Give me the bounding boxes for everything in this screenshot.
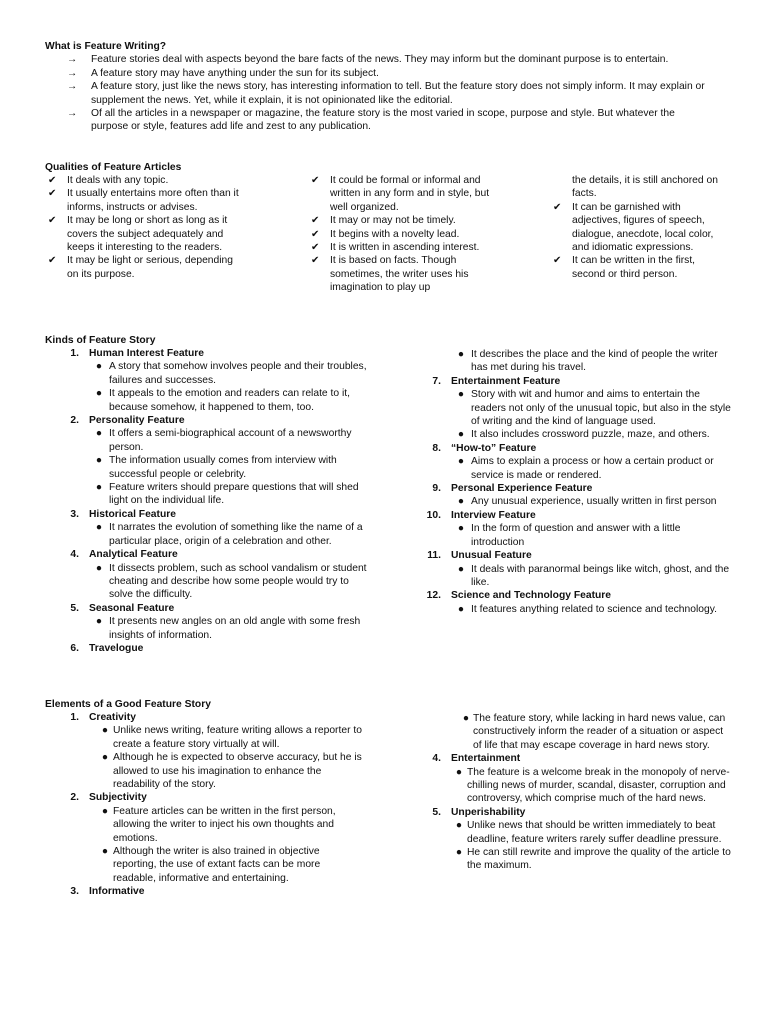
- checklist-item: [308, 228, 490, 241]
- item-number: 3.: [70, 886, 79, 898]
- item-number: 9.: [432, 483, 441, 495]
- numbered-item: [45, 602, 375, 615]
- bullet-text: Unlike news writing, feature writing allows a reporter to create a feature story virtually at will.: [113, 725, 362, 750]
- bullet-item: [407, 846, 732, 873]
- item-title: Travelogue: [89, 642, 144, 654]
- bullet-text: It appeals to the emotion and readers can relate to it, because somehow, it happened to them, too.: [109, 388, 350, 413]
- item-text: It may be light or serious, depending on its purpose.: [67, 255, 233, 280]
- item-title: Seasonal Feature: [89, 602, 175, 614]
- checkmark-icon: ✔: [48, 175, 57, 186]
- bullet-text: It dissects problem, such as school vandalism or student cheating and describe how some people would try to solve the difficulty.: [109, 562, 367, 601]
- numbered-item: [45, 711, 365, 724]
- numbered-item: [407, 442, 732, 455]
- checklist-item: [45, 187, 245, 214]
- bullet-text: Although the writer is also trained in objective reporting, the use of extant facts can be more readable, informative and entertaining.: [113, 846, 321, 884]
- item-text: It could be formal or informal and written in any form and in style, but well organized.: [330, 175, 490, 213]
- item-title: Science and Technology Feature: [451, 590, 612, 602]
- bullet-text: In the form of question and answer with a little introduction: [471, 523, 681, 548]
- bullet-text: Although he is expected to observe accuracy, but he is allowed to use his imagination to enhance the readability of the story.: [113, 752, 362, 791]
- bullet-icon: ●: [457, 389, 465, 401]
- checkmark-icon: ✔: [311, 255, 320, 267]
- bullet-icon: ●: [101, 725, 109, 737]
- bullet-icon: ●: [101, 805, 109, 817]
- qualities-column-2: [308, 174, 490, 295]
- checklist-item: [550, 254, 725, 281]
- continued-bullet: ● The feature story, while lacking in hard news value, can constructively inform the reader of a situation or aspect of life that may escape coverage in hard news story.: [407, 712, 732, 752]
- bullet-item: [45, 562, 375, 602]
- checkmark-icon: ✔: [48, 215, 57, 227]
- bullet-item: [45, 481, 375, 508]
- item-text: It begins with a novelty lead.: [330, 228, 460, 240]
- item-text: It deals with any topic.: [67, 175, 169, 186]
- bullet-text: Aims to explain a process or how a certain product or service is made or rendered.: [471, 456, 714, 481]
- numbered-item: [407, 375, 732, 388]
- bullet-icon: ●: [95, 455, 103, 467]
- item-number: 4.: [432, 753, 441, 765]
- bullet-icon: ●: [457, 563, 465, 575]
- item-number: 1.: [70, 712, 79, 723]
- section-heading-elements: Elements of a Good Feature Story: [45, 699, 211, 710]
- bullet-item: [45, 360, 375, 387]
- bullet-item: [407, 428, 732, 441]
- bullet-icon: ●: [101, 752, 109, 764]
- bullet-item: [45, 454, 375, 481]
- numbered-item: [407, 509, 732, 522]
- bullet-text: Feature articles can be written in the first person, allowing the writer to inject his own thoughts and emotions.: [113, 805, 336, 844]
- bullet-icon: ●: [457, 349, 465, 360]
- arrow-right-icon: →: [67, 67, 78, 79]
- numbered-item: [45, 508, 375, 521]
- bullet-icon: ●: [95, 616, 103, 628]
- item-number: 2.: [70, 792, 79, 804]
- item-title: Unperishability: [451, 806, 526, 818]
- arrow-right-icon: →: [67, 108, 78, 120]
- bullet-item: [45, 521, 375, 548]
- bullet-icon: ●: [95, 562, 103, 574]
- item-title: Historical Feature: [89, 508, 176, 520]
- item-number: 12.: [426, 590, 441, 602]
- bullet-item: [45, 845, 365, 885]
- item-number: 6.: [70, 642, 79, 654]
- item-text: A feature story, just like the news story, has interesting information to tell. But the feature story does not simply inform. It may explain or supplement the news. Yet, while it explain, it is not opinionated like the editorial.: [91, 81, 705, 106]
- bullet-icon: ●: [457, 429, 465, 441]
- arrow-list: [45, 53, 710, 133]
- item-text: It may be long or short as long as it covers the subject adequately and keeps it interesting to the readers.: [67, 215, 228, 254]
- checkmark-icon: ✔: [48, 188, 57, 200]
- item-title: Entertainment Feature: [451, 375, 561, 387]
- item-text: It may or may not be timely.: [330, 215, 456, 227]
- bullet-item: [407, 455, 732, 482]
- checkmark-icon: ✔: [311, 242, 320, 254]
- item-number: 4.: [70, 549, 79, 561]
- item-text: It can be garnished with adjectives, figures of speech, dialogue, anecdote, local color, and idiomatic expressions.: [572, 201, 714, 254]
- bullet-text: It deals with paranormal beings like witch, ghost, and the like.: [471, 563, 730, 588]
- item-text: Feature stories deal with aspects beyond the bare facts of the news. They may inform but the dominant purpose is to entertain.: [91, 54, 669, 66]
- bullet-icon: ●: [457, 603, 465, 615]
- bullet-icon: ●: [455, 766, 463, 778]
- bullet-item: [407, 388, 732, 428]
- section-heading-qualities: Qualities of Feature Articles: [45, 162, 182, 173]
- bullet-item: [407, 495, 732, 508]
- bullet-text: The information usually comes from interview with successful people or celebrity.: [109, 455, 337, 480]
- bullet-text: The feature is a welcome break in the monopoly of nerve-chilling news of murder, scandal, disaster, corruption and controversy, which comprise much of the hard news.: [467, 766, 730, 805]
- bullet-icon: ●: [457, 496, 465, 508]
- bullet-text: Any unusual experience, usually written in first person: [471, 496, 717, 508]
- item-number: 1.: [70, 348, 79, 359]
- item-title: Entertainment: [451, 753, 521, 765]
- numbered-item: [45, 548, 375, 561]
- bullet-item: [407, 819, 732, 846]
- bullet-icon: ●: [95, 522, 103, 534]
- item-title: Human Interest Feature: [89, 348, 205, 359]
- item-title: Informative: [89, 886, 145, 898]
- numbered-item: [45, 791, 365, 804]
- item-number: 10.: [426, 509, 441, 521]
- arrow-list-item: [45, 67, 710, 80]
- bullet-item: [407, 563, 732, 590]
- bullet-item: [45, 751, 365, 791]
- item-text: It is written in ascending interest.: [330, 242, 480, 254]
- item-title: Unusual Feature: [451, 550, 532, 562]
- numbered-item: [45, 347, 375, 360]
- numbered-item: [45, 642, 375, 655]
- bullet-text: He can still rewrite and improve the quality of the article to the maximum.: [467, 847, 731, 872]
- checklist-item: [308, 174, 490, 214]
- bullet-icon: ●: [95, 361, 103, 373]
- numbered-item: [45, 885, 365, 898]
- kinds-right-column: [407, 348, 732, 616]
- checkmark-icon: ✔: [311, 228, 320, 240]
- bullet-item: [45, 805, 365, 845]
- elements-right-column: [407, 712, 732, 873]
- bullet-item: [45, 615, 375, 642]
- checklist-item: [45, 174, 245, 187]
- numbered-item: [407, 589, 732, 602]
- bullet-text: Story with wit and humor and aims to entertain the readers not only of the unusual topic, but also in the style of writing and the kind of language used.: [471, 389, 731, 428]
- numbered-item: [407, 752, 732, 765]
- item-text: Of all the articles in a newspaper or magazine, the feature story is the most varied in scope, purpose and style. But whatever the purpose or style, features add life and zest to any publication.: [91, 108, 675, 133]
- qualities-column-1: [45, 174, 245, 281]
- bullet-icon: ●: [455, 820, 463, 832]
- bullet-text: It offers a semi-biographical account of a newsworthy person.: [109, 428, 352, 453]
- bullet-text: Feature writers should prepare questions that will shed light on the individual life.: [109, 482, 359, 507]
- item-text: A feature story may have anything under the sun for its subject.: [91, 67, 379, 79]
- continued-text: the details, it is still anchored on facts.: [572, 175, 718, 200]
- bullet-icon: ●: [455, 847, 463, 859]
- bullet-text: It presents new angles on an old angle with some fresh insights of information.: [109, 616, 361, 641]
- arrow-list-item: [45, 53, 710, 66]
- item-number: 3.: [70, 508, 79, 520]
- checkmark-icon: ✔: [48, 255, 57, 267]
- numbered-item: [407, 806, 732, 819]
- kinds-left-column: [45, 347, 375, 655]
- item-number: 7.: [432, 375, 441, 387]
- checklist-item: [308, 241, 490, 254]
- continued-bullet: ● It describes the place and the kind of people the writer has met during his travel.: [407, 348, 732, 375]
- bullet-item: [407, 766, 732, 806]
- item-text: It is based on facts. Though sometimes, the writer uses his imagination to play up: [330, 255, 469, 294]
- bullet-text: It features anything related to science and technology.: [471, 603, 717, 615]
- section-heading-kinds: Kinds of Feature Story: [45, 335, 156, 346]
- elements-left-column: [45, 711, 365, 899]
- arrow-right-icon: →: [67, 81, 78, 93]
- item-text: It can be written in the first, second or third person.: [572, 255, 696, 280]
- bullet-item: [45, 724, 365, 751]
- item-number: 5.: [70, 602, 79, 614]
- checklist-item: [308, 254, 490, 294]
- bullet-text: Unlike news that should be written immediately to beat deadline, feature writers rarely suffer deadline pressure.: [467, 820, 722, 845]
- checklist-item: [45, 214, 245, 254]
- checklist-item: [550, 201, 725, 255]
- item-title: Subjectivity: [89, 792, 147, 804]
- section-what-is-feature-writing: [45, 40, 710, 134]
- bullet-icon: ●: [457, 523, 465, 535]
- checklist-item: [308, 214, 490, 227]
- section-heading: What is Feature Writing?: [45, 41, 167, 52]
- bullet-text: A story that somehow involves people and their troubles, failures and successes.: [109, 361, 367, 386]
- bullet-item: [45, 387, 375, 414]
- checkmark-icon: ✔: [311, 215, 320, 227]
- bullet-item: [407, 603, 732, 616]
- item-number: 11.: [427, 550, 441, 562]
- bullet-icon: ●: [95, 482, 103, 494]
- checklist-item: [45, 254, 245, 281]
- item-title: Creativity: [89, 712, 136, 723]
- item-number: 8.: [432, 442, 441, 454]
- bullet-icon: ●: [95, 388, 103, 400]
- qualities-column-3: [550, 174, 725, 281]
- bullet-icon: ●: [457, 456, 465, 468]
- item-title: “How-to” Feature: [451, 442, 537, 454]
- bullet-text: It also includes crossword puzzle, maze, and others.: [471, 429, 710, 441]
- numbered-item: [407, 482, 732, 495]
- item-title: Personality Feature: [89, 415, 185, 427]
- item-text: It usually entertains more often than it informs, instructs or advises.: [67, 188, 239, 213]
- item-title: Personal Experience Feature: [451, 483, 593, 495]
- bullet-text: It narrates the evolution of something like the name of a particular place, origin of a celebration and other.: [109, 522, 363, 547]
- item-title: Analytical Feature: [89, 549, 178, 561]
- arrow-list-item: [45, 107, 710, 134]
- bullet-icon: ●: [95, 428, 103, 440]
- checkmark-icon: ✔: [311, 175, 320, 186]
- bullet-icon: ●: [462, 713, 470, 724]
- arrow-right-icon: →: [67, 54, 78, 66]
- checkmark-icon: ✔: [553, 255, 562, 267]
- bullet-item: [407, 522, 732, 549]
- numbered-item: [407, 549, 732, 562]
- item-number: 2.: [70, 415, 79, 427]
- arrow-list-item: [45, 80, 710, 107]
- numbered-item: [45, 414, 375, 427]
- checkmark-icon: ✔: [553, 201, 562, 213]
- item-title: Interview Feature: [451, 509, 536, 521]
- bullet-item: [45, 427, 375, 454]
- item-number: 5.: [432, 806, 441, 818]
- bullet-icon: ●: [101, 846, 109, 858]
